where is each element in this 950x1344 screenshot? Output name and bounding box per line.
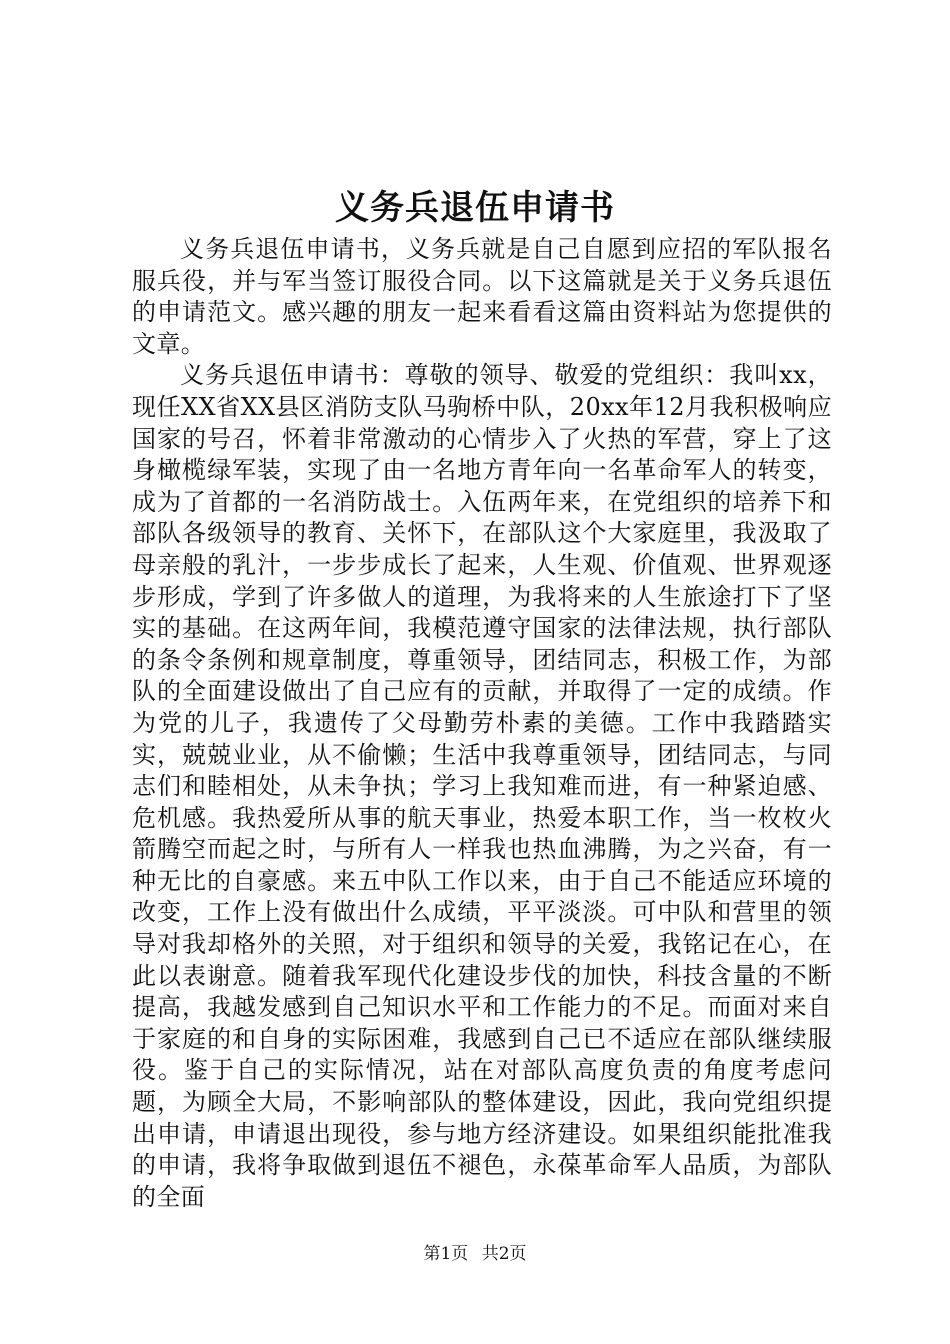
intro-paragraph: 义务兵退伍申请书，义务兵就是自己自愿到应招的军队报名服兵役，并与军当签订服役合同。以下这篇就是关于义务兵退伍的申请范文。感兴趣的朋友一起来看看这篇由资料站为您提供的文章。	[132, 235, 832, 358]
page-footer	[0, 1242, 950, 1266]
document-body	[132, 234, 832, 1213]
page-number: 第1页	[423, 1244, 469, 1264]
document-title: 义务兵退伍申请书	[335, 188, 615, 228]
page-total: 共2页	[481, 1244, 527, 1264]
letter-paragraph: 义务兵退伍申请书：尊敬的领导、敬爱的党组织：我叫xx，现任XX省XX县区消防支队马驹桥中队，20xx年12月我积极响应国家的号召，怀着非常激动的心情步入了火热的军营，穿上了这身橄榄绿军装，实现了由一名地方青年向一名革命军人的转变，成为了首都的一名消防战士。入伍两年来，在党组织的培养下和部队各级领导的教育、关怀下，在部队这个大家庭里，我汲取了母亲般的乳汁，一步步成长了起来，人生观、价值观、世界观逐步形成，学到了许多做人的道理，为我将来的人生旅途打下了坚实的基础。在这两年间，我模范遵守国家的法律法规，执行部队的条令条例和规章制度，尊重领导，团结同志，积极工作，为部队的全面建设做出了自己应有的贡献，并取得了一定的成绩。作为党的儿子，我遗传了父母勤劳朴素的美德。工作中我踏踏实实，兢兢业业，从不偷懒；生活中我尊重领导，团结同志，与同志们和睦相处，从未争执；学习上我知难而进，有一种紧迫感、危机感。我热爱所从事的航天事业，热爱本职工作，当一枚枚火箭腾空而起之时，与所有人一样我也热血沸腾，为之兴奋，有一种无比的自豪感。来五中队工作以来，由于自己不能适应环境的改变，工作上没有做出什么成绩，平平淡淡。可中队和营里的领导对我却格外的关照，对于组织和领导的关爱，我铭记在心，在此以表谢意。随着我军现代化建设步伐的加快，科技含量的不断提高，我越发感到自己知识水平和工作能力的不足。而面对来自于家庭的和自身的实际困难，我感到自己已不适应在部队继续服役。鉴于自己的实际情况，站在对部队高度负责的角度考虑问题，为顾全大局，不影响部队的整体建设，因此，我向党组织提出申请，申请退出现役，参与地方经济建设。如果组织能批准我的申请，我将争取做到退伍不褪色，永葆革命军人品质，为部队的全面	[132, 361, 832, 1211]
